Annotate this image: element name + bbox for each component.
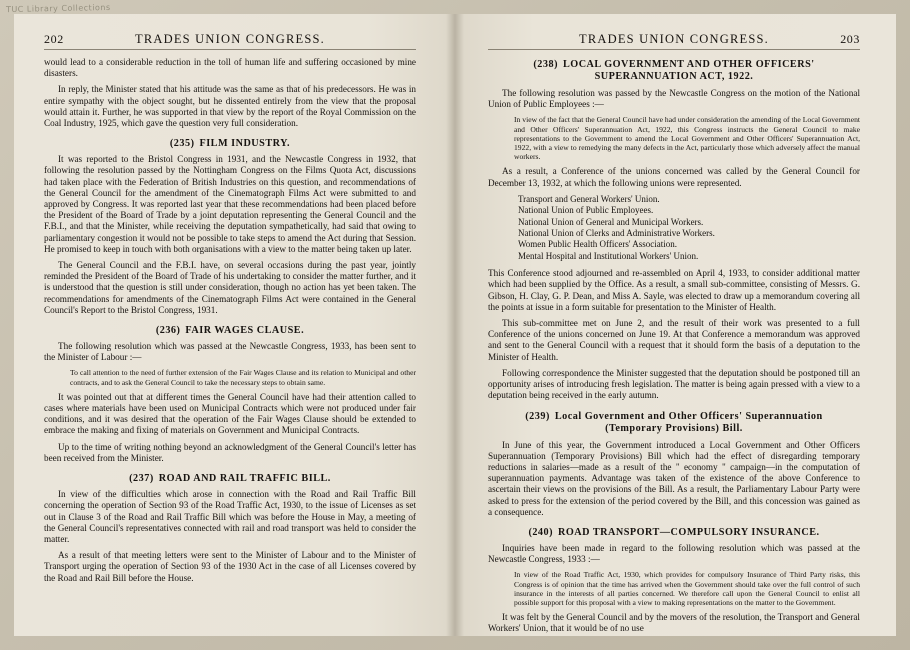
paragraph: In view of the difficulties which arose in connection with the Road and Rail Traffic Bill concerning the operation of Section 93 of the Road Traffic Act, 1930, to the issue of Licenses as set out in Clause 3 of the Road and Rail Traffic Bill which was before the House in May, a meeting of the General Council's representatives connected with rail and road transport was held to consider the matter.: [44, 489, 416, 544]
paragraph: In June of this year, the Government introduced a Local Government and Other Officers Superannuation (Temporary Provisions) Bill which had the effect of disregarding temporary reductions in salaries—made as a result of the " economy " campaign—in the computation of superannuation payments. Advantage was taken of the existence of the above Conference to ascertain their views on the provisions of the Bill. As a result, the Parliamentary Labour Party were asked to press for the extension of the period covered by the Bill, and this concession was gained as a consequence.: [488, 439, 860, 517]
right-page-content: [488, 32, 860, 640]
resolution-quote: In view of the fact that the General Council have had under consideration the amending of the Local Government and Other Officers' Superannuation Act, 1922, this Congress instructs the General Council to make representations to the Government to amend the Local Government and Other Officers' Superannuation Act, 1922, with a view to remedying the many defects in the Act, particularly those which adversely affect the manual workers.: [514, 115, 860, 162]
resolution-quote: In view of the Road Traffic Act, 1930, which provides for compulsory Insurance of Third Party risks, this Congress is of opinion that the time has arrived when the Government should take over the full control of such insurance in the interests of all parties concerned. We therefore call upon the General Council to enlist all possible support for this proposal with a view to making representations on the matter to the Government.: [514, 570, 860, 607]
left-header-rule: [44, 49, 416, 50]
paragraph: Up to the time of writing nothing beyond an acknowledgment of the General Council's letter has been received from the Minister.: [44, 441, 416, 463]
right-running-header: [488, 32, 860, 47]
section-title-line2: SUPERANNUATION ACT, 1922.: [594, 71, 754, 82]
paragraph: The following resolution which was passed at the Newcastle Congress, 1933, has been sent to the Minister of Labour :—: [44, 341, 416, 363]
section-heading-237: [44, 473, 416, 484]
list-item: National Union of Public Employees.: [518, 205, 654, 216]
section-heading-240: [488, 527, 860, 538]
section-title: ROAD AND RAIL TRAFFIC BILL.: [158, 473, 331, 485]
paragraph: This Conference stood adjourned and re-assembled on April 4, 1933, to consider additional matter which had been supplied by the Office. As a result, a small sub-committee, consisting of Messrs. G. Gibson, H. Clay, G. P. Dean, and Miss A. Sayle, was elected to draw up a memorandum covering all the points at issue in a form suitable for presentation to the Minister of Health.: [488, 268, 860, 312]
section-heading-238: [488, 59, 860, 83]
paragraph: This sub-committee met on June 2, and the result of their work was presented to a full Conference of the unions concerned on June 19. At that Conference a memorandum was approved and sent to the General Council with a request that it should form the basis of a deputation to the Minister of Health.: [488, 318, 860, 362]
paragraph: As a result of that meeting letters were sent to the Minister of Labour and to the Minister of Transport urging the operation of Section 93 of the 1930 Act in the case of all Licenses covered by the Road and Rail Bill before the House.: [44, 550, 416, 583]
list-item: National Union of General and Municipal Workers.: [518, 216, 704, 227]
paragraph: It was reported to the Bristol Congress in 1931, and the Newcastle Congress in 1932, that following the resolution passed by the Nottingham Congress on the Films Quota Act, discussions had taken place with the Federation of British Industries on this question, and recommendations of the General Council for the amendment of the Cinematograph Films Act were submitted to and approved by Congress. It was reported last year that these recommendations had been placed before the President of the Board of Trade by a joint deputation representing the General Council and the F.B.I., and that the Minister, while receiving the deputation sympathetically, had said that owing to parliamentary congestion it would not be possible to take steps to amend the Act during that Session. He promised to keep in touch with both organisations with a view to the matter being taken up later.: [44, 154, 416, 254]
list-item: Women Public Health Officers' Association.: [518, 239, 677, 250]
section-title: FAIR WAGES CLAUSE.: [185, 325, 305, 337]
section-heading-236: [44, 325, 416, 336]
list-item: National Union of Clerks and Administrative Workers.: [518, 228, 715, 239]
left-running-head: TRADES UNION CONGRESS.: [135, 32, 325, 46]
right-header-rule: [488, 49, 860, 50]
left-page-content: [44, 32, 416, 589]
paragraph: It was felt by the General Council and by the movers of the resolution, the Transport and General Workers' Union, that it would be of no use: [488, 612, 860, 634]
section-number: (236): [155, 325, 181, 337]
section-number: (240): [528, 526, 554, 538]
paragraph: In reply, the Minister stated that his attitude was the same as that of his predecessors. He was in entire sympathy with the object sought, but he dissented entirely from the view that the proposal would attain it. Further, he was supported in that view by the report of the Royal Commission on the Coal Industry, 1925, which gave the question very full consideration.: [44, 84, 416, 129]
section-title-line1: LOCAL GOVERNMENT AND OTHER OFFICERS': [562, 59, 815, 70]
paragraph: It was pointed out that at different times the General Council have had their attention called to cases where materials have been used on Municipal Contracts which were not produced under fair conditions, and it was desired that the operation of the Fair Wages Clause should be extended to embrace the making and fixing of materials on Government and Municipal Contracts.: [44, 391, 416, 436]
paragraph: would lead to a considerable reduction in the toll of human life and suffering occasioned by mine disasters.: [44, 57, 416, 79]
section-number: (237): [129, 473, 154, 485]
section-title-line2: (Temporary Provisions) Bill.: [605, 422, 743, 434]
book-spread: [14, 14, 896, 636]
section-title: FILM INDUSTRY.: [199, 138, 291, 150]
list-item: Transport and General Workers' Union.: [518, 193, 660, 204]
paragraph: The General Council and the F.B.I. have, on several occasions during the past year, jointly reminded the President of the Board of Trade of his undertaking to consider the matter further, and it is understood that the question is still under consideration, though no action has yet been taken. The recommendations for amendments of the Cinematograph Films Act were contained in the General Council's Report to the Bristol Congress, 1931.: [44, 260, 416, 315]
union-list: [518, 194, 860, 262]
right-page-number: 203: [840, 32, 860, 46]
paragraph: The following resolution was passed by the Newcastle Congress on the motion of the National Union of Public Employees :—: [488, 88, 860, 110]
section-title: ROAD TRANSPORT—COMPULSORY INSURANCE.: [558, 526, 820, 538]
left-running-header: [44, 32, 416, 47]
book-gutter-shadow: [446, 14, 464, 636]
paragraph: Following correspondence the Minister suggested that the deputation should be postponed till an opportunity arises of introducing fresh legislation. The matter is being again pressed with a view to a deputation being received in the early autumn.: [488, 367, 860, 401]
right-running-head: TRADES UNION CONGRESS.: [579, 32, 769, 46]
library-watermark: TUC Library Collections: [5, 2, 111, 15]
resolution-quote: To call attention to the need of further extension of the Fair Wages Clause and its relation to Municipal and other contracts, and to ask the General Council to take the necessary steps to obtain same.: [70, 368, 416, 387]
section-number: (239): [525, 410, 550, 422]
section-number: (238): [533, 59, 558, 70]
section-heading-235: [44, 138, 416, 149]
left-page-number: 202: [44, 32, 64, 46]
section-title-line1: Local Government and Other Officers' Superannuation: [554, 410, 823, 422]
section-number: (235): [169, 138, 195, 150]
paragraph: As a result, a Conference of the unions concerned was called by the General Council for December 13, 1932, at which the following unions were represented.: [488, 166, 860, 188]
list-item: Mental Hospital and Institutional Workers' Union.: [518, 250, 699, 261]
paragraph: Inquiries have been made in regard to the following resolution which was passed at the Newcastle Congress, 1933 :—: [488, 542, 860, 565]
section-heading-239: [488, 411, 860, 435]
